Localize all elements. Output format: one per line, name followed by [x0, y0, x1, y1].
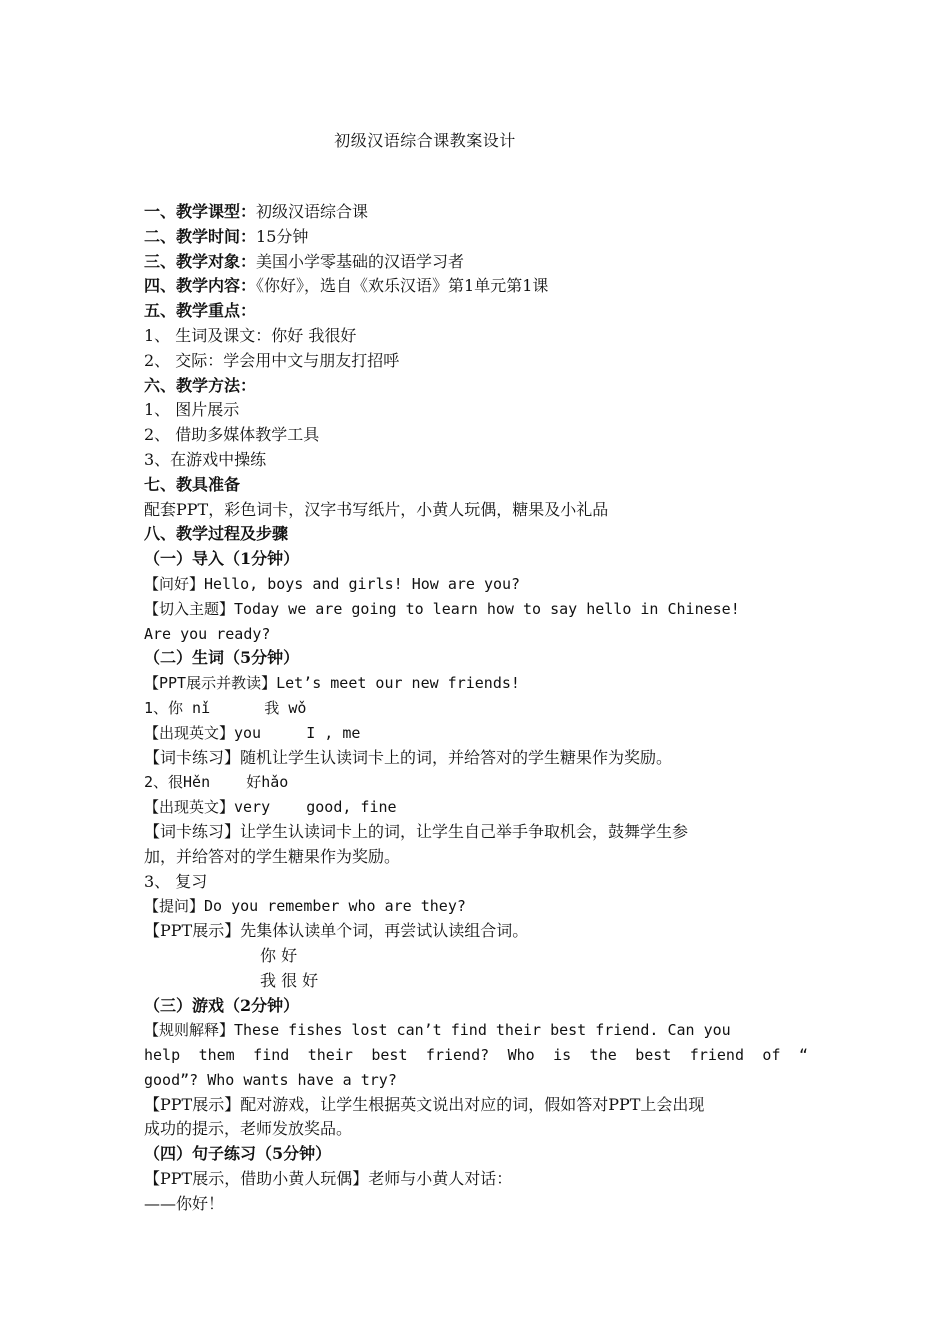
paragraph: 加，并给答对的学生糖果作为奖励。 [144, 846, 401, 866]
paragraph: 【PPT展示并教读】Let’s meet our new friends! [144, 674, 520, 693]
list-item: 1、 生词及课文：你好 我很好 [144, 325, 357, 345]
section-materials-heading: 七、教具准备 [144, 474, 241, 494]
paragraph: 【PPT展示】配对游戏，让学生根据英文说出对应的词，假如答对PPT上会出现 [144, 1094, 705, 1114]
lesson-plan-body [144, 200, 808, 1217]
paragraph: 【词卡练习】让学生认读词卡上的词，让学生自己举手争取机会，鼓舞学生参 [144, 821, 689, 841]
paragraph: 【词卡练习】随机让学生认读词卡上的词，并给答对的学生糖果作为奖励。 [144, 747, 673, 767]
dialogue-line: ——你好！ [144, 1193, 225, 1213]
section-content [144, 274, 808, 299]
paragraph: 【PPT展示】先集体认读单个词，再尝试认读组合词。 [144, 921, 529, 941]
section-value: 美国小学零基础的汉语学习者 [256, 251, 465, 271]
section-course-type [144, 200, 808, 225]
paragraph: 配套PPT，彩色词卡，汉字书写纸片，小黄人玩偶，糖果及小礼品 [144, 499, 609, 519]
paragraph: 成功的提示，老师发放奖品。 [144, 1119, 353, 1139]
subsection-heading: （三）游戏（2分钟） [144, 995, 300, 1015]
page-title: 初级汉语综合课教案设计 [334, 131, 516, 150]
vocab-line: 2、很Hěn 好hǎo [144, 773, 289, 792]
paragraph: 【切入主题】Today we are going to learn how to say hello in Chinese! [144, 599, 740, 618]
paragraph: 【出现英文】you I , me [144, 723, 361, 742]
section-heading: 四、教学内容： [144, 276, 257, 296]
section-heading: 三、教学对象： [144, 251, 257, 271]
section-value: 15分钟 [256, 226, 309, 246]
paragraph: Are you ready? [144, 624, 271, 643]
section-time [144, 225, 808, 250]
paragraph: 【问好】Hello, boys and girls! How are you? [144, 574, 521, 593]
list-item: 3、 复习 [144, 871, 208, 891]
section-heading: 二、教学时间： [144, 226, 257, 246]
paragraph: 【规则解释】These fishes lost can’t find their best friend. Can you [144, 1021, 731, 1040]
paragraph: good”? Who wants have a try? [144, 1070, 397, 1089]
section-value: 初级汉语综合课 [256, 202, 369, 221]
paragraph: 【提问】Do you remember who are they? [144, 897, 466, 916]
section-audience [144, 250, 808, 275]
section-method-heading: 六、教学方法： [144, 375, 257, 395]
paragraph: 【PPT展示，借助小黄人玩偶】老师与小黄人对话： [144, 1169, 513, 1189]
list-item: 2、 借助多媒体教学工具 [144, 425, 320, 445]
list-item: 2、 交际：学会用中文与朋友打招呼 [144, 350, 400, 370]
section-focus-heading: 五、教学重点： [144, 301, 257, 321]
subsection-heading: （四）句子练习（5分钟） [144, 1144, 332, 1164]
paragraph: 【出现英文】very good, fine [144, 798, 397, 817]
section-process-heading: 八、教学过程及步骤 [144, 524, 289, 544]
section-heading: 一、教学课型： [144, 202, 257, 221]
list-item: 3、在游戏中操练 [144, 449, 267, 469]
subsection-heading: （一）导入（1分钟） [144, 549, 300, 569]
subsection-heading: （二）生词（5分钟） [144, 648, 300, 668]
vocab-line: 我 很 好 [260, 970, 319, 990]
section-value: 《你好》，选自《欢乐汉语》第1单元第1课 [256, 276, 549, 296]
list-item: 1、 图片展示 [144, 400, 240, 420]
vocab-line: 你 好 [260, 945, 298, 965]
vocab-line: 1、你 nǐ 我 wǒ [144, 698, 307, 717]
paragraph: help them find their best friend? Who is the best friend of “ [144, 1046, 808, 1065]
